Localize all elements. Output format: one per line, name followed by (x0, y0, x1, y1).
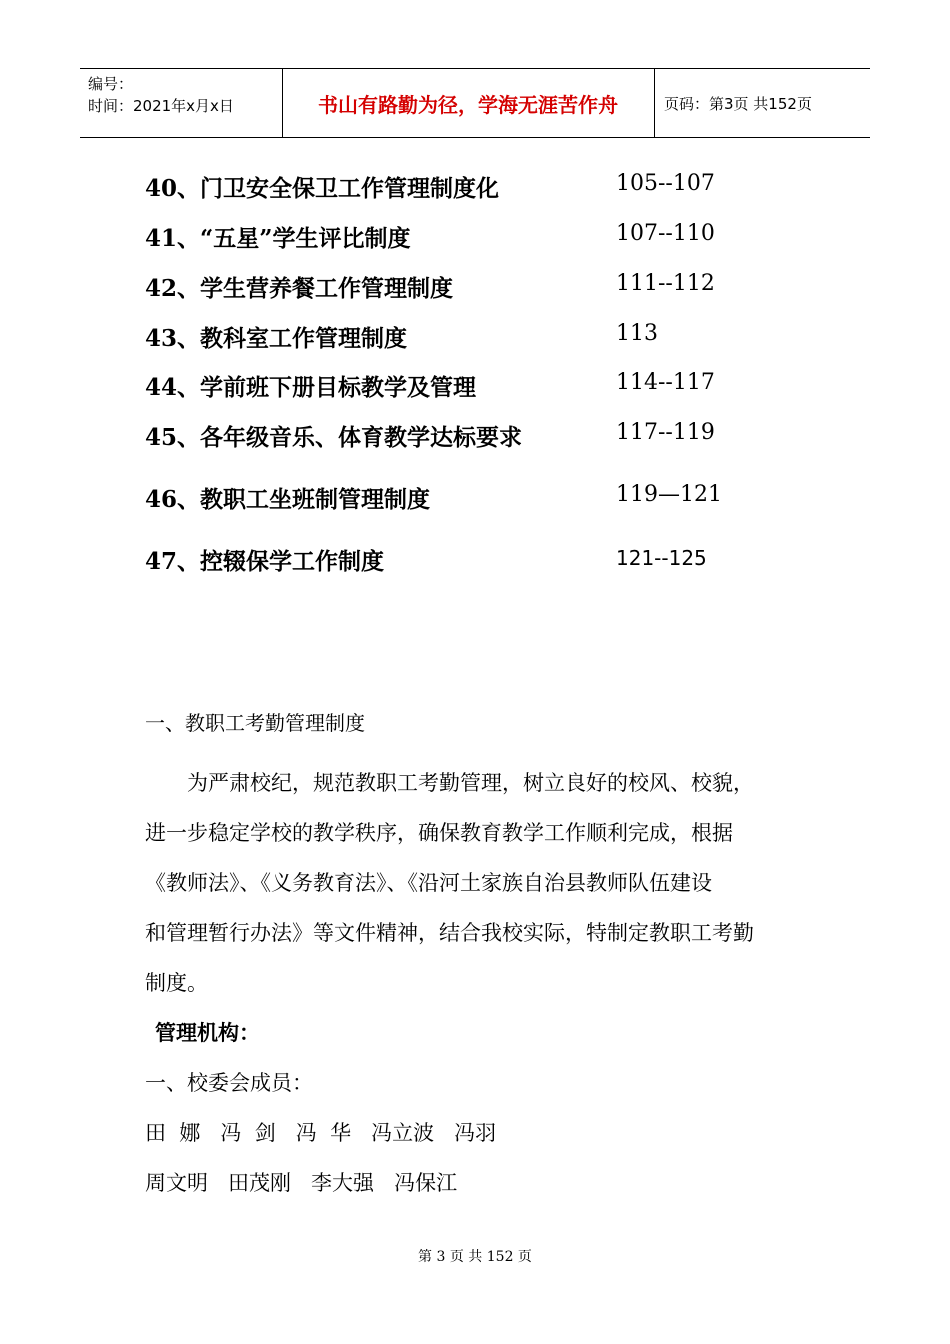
toc-item-pages: 119—121 (616, 482, 722, 507)
paragraph-line: 进一步稳定学校的教学秩序，确保教育教学工作顺利完成，根据 (145, 821, 733, 845)
toc-item-title: 42、学生营养餐工作管理制度 (145, 275, 454, 302)
toc-item-pages: 105--107 (616, 171, 715, 196)
toc-item-title: 41、“五星”学生评比制度 (145, 225, 411, 252)
header-page-info: 页码：第3页 共152页 (664, 94, 812, 113)
page-footer: 第 3 页 共 152 页 (418, 1249, 532, 1265)
org-heading: 管理机构： (155, 1020, 260, 1045)
toc-item-pages: 111--112 (616, 271, 715, 296)
header-time-label: 时间：2021年x月x日 (88, 97, 234, 115)
toc-item-title: 40、门卫安全保卫工作管理制度化 (145, 175, 500, 202)
page-header (80, 68, 870, 138)
toc-item-pages: 114--117 (616, 370, 715, 395)
members-line: 周文明 田茂刚 李大强 冯保江 (145, 1171, 458, 1195)
section-title: 一、教职工考勤管理制度 (145, 711, 365, 735)
paragraph-line: 制度。 (145, 971, 208, 995)
toc-item-pages: 107--110 (616, 221, 715, 246)
body-paragraph (145, 758, 805, 1008)
toc-item-title: 45、各年级音乐、体育教学达标要求 (145, 424, 523, 451)
toc-item-title: 44、学前班下册目标教学及管理 (145, 374, 477, 401)
members-line: 田 娜 冯 剑 冯 华 冯立波 冯羽 (145, 1121, 497, 1145)
header-number-label: 编号： (88, 75, 134, 93)
header-motto: 书山有路勤为径，学海无涯苦作舟 (318, 92, 618, 117)
toc-item-title: 47、控辍保学工作制度 (145, 548, 385, 575)
toc-item-pages: 117--119 (616, 420, 715, 445)
toc-item-title: 46、教职工坐班制管理制度 (145, 486, 431, 513)
paragraph-line: 《教师法》、《义务教育法》、《沿河土家族自治县教师队伍建设 (145, 871, 712, 895)
paragraph-line: 为严肃校纪，规范教职工考勤管理，树立良好的校风、校貌， (145, 771, 754, 795)
toc-item-pages: 113 (616, 321, 658, 346)
toc-item-pages: 121--125 (616, 546, 707, 570)
toc-item-title: 43、教科室工作管理制度 (145, 325, 408, 352)
header-divider (654, 69, 655, 137)
header-meta (88, 73, 234, 117)
committee-heading: 一、校委会成员： (145, 1071, 313, 1095)
paragraph-line: 和管理暂行办法》等文件精神，结合我校实际，特制定教职工考勤 (145, 921, 754, 945)
